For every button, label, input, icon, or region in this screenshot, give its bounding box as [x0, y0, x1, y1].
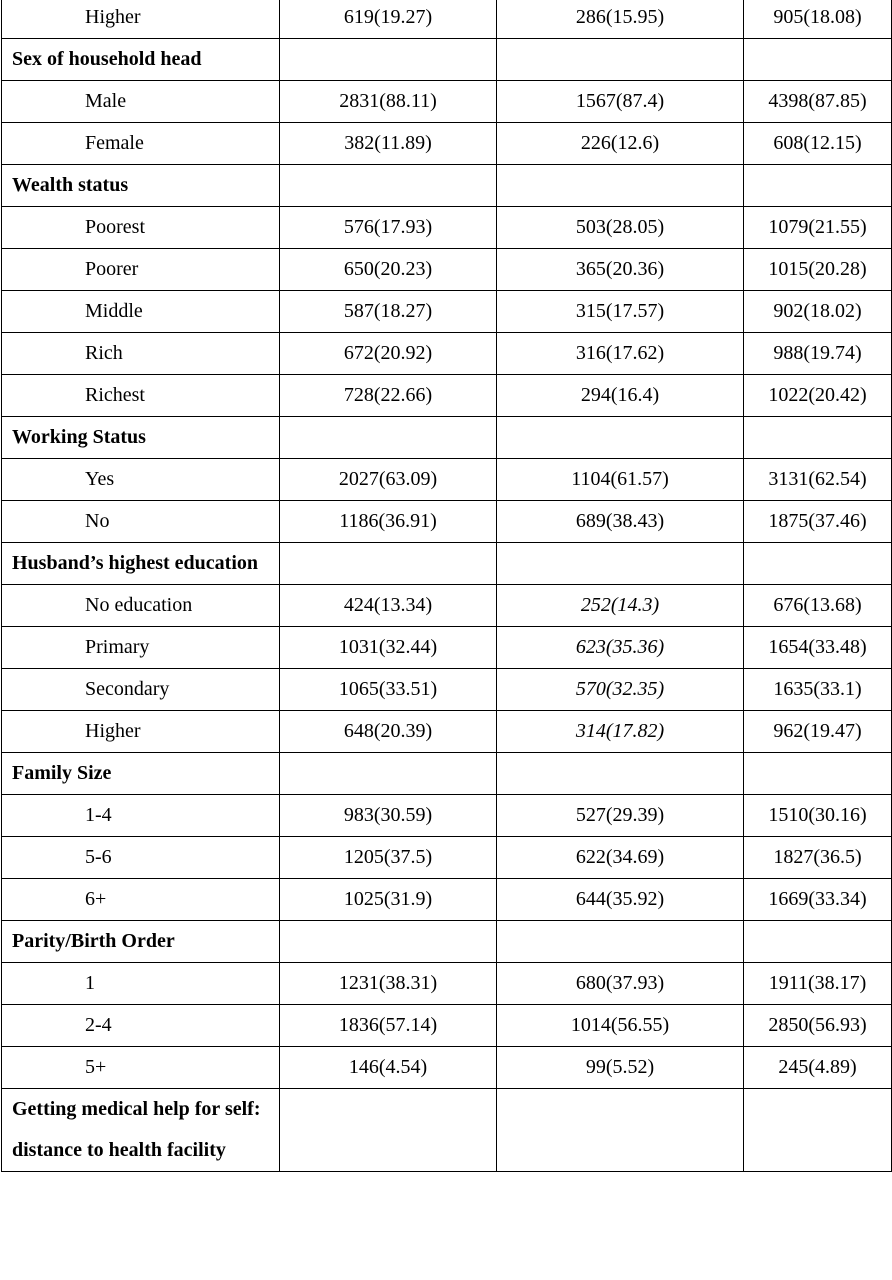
value-cell: 1635(33.1) — [744, 669, 892, 711]
value-cell: 648(20.39) — [280, 711, 497, 753]
value-cell: 680(37.93) — [497, 963, 744, 1005]
row-label: Yes — [2, 459, 280, 501]
value-cell: 424(13.34) — [280, 585, 497, 627]
empty-cell — [744, 165, 892, 207]
empty-cell — [744, 753, 892, 795]
value-cell: 4398(87.85) — [744, 81, 892, 123]
value-cell: 619(19.27) — [280, 0, 497, 39]
row-label: 5-6 — [2, 837, 280, 879]
empty-cell — [280, 543, 497, 585]
value-cell: 245(4.89) — [744, 1047, 892, 1089]
value-cell: 672(20.92) — [280, 333, 497, 375]
table-row — [2, 291, 892, 333]
value-cell: 1186(36.91) — [280, 501, 497, 543]
table-row — [2, 627, 892, 669]
value-cell: 1031(32.44) — [280, 627, 497, 669]
value-cell: 1836(57.14) — [280, 1005, 497, 1047]
table-row — [2, 879, 892, 921]
row-label: Middle — [2, 291, 280, 333]
row-label: 5+ — [2, 1047, 280, 1089]
row-label: 1 — [2, 963, 280, 1005]
table-row — [2, 81, 892, 123]
value-cell: 1205(37.5) — [280, 837, 497, 879]
table-row — [2, 249, 892, 291]
value-cell: 1079(21.55) — [744, 207, 892, 249]
row-label: Poorer — [2, 249, 280, 291]
empty-cell — [497, 417, 744, 459]
value-cell: 382(11.89) — [280, 123, 497, 165]
row-label: Female — [2, 123, 280, 165]
section-row — [2, 417, 892, 459]
table-row — [2, 501, 892, 543]
table-body — [2, 0, 892, 1172]
value-cell: 99(5.52) — [497, 1047, 744, 1089]
value-cell: 314(17.82) — [497, 711, 744, 753]
table-row — [2, 1005, 892, 1047]
section-label: Wealth status — [2, 165, 280, 207]
value-cell: 1911(38.17) — [744, 963, 892, 1005]
value-cell: 146(4.54) — [280, 1047, 497, 1089]
table-row — [2, 1047, 892, 1089]
value-cell: 622(34.69) — [497, 837, 744, 879]
row-label: Higher — [2, 711, 280, 753]
table-row — [2, 837, 892, 879]
section-row — [2, 543, 892, 585]
table-row — [2, 795, 892, 837]
row-label: Primary — [2, 627, 280, 669]
row-label: Richest — [2, 375, 280, 417]
empty-cell — [497, 921, 744, 963]
row-label: No — [2, 501, 280, 543]
value-cell: 983(30.59) — [280, 795, 497, 837]
value-cell: 1065(33.51) — [280, 669, 497, 711]
empty-cell — [744, 1089, 892, 1172]
value-cell: 1510(30.16) — [744, 795, 892, 837]
value-cell: 316(17.62) — [497, 333, 744, 375]
value-cell: 902(18.02) — [744, 291, 892, 333]
table-row — [2, 375, 892, 417]
row-label: 6+ — [2, 879, 280, 921]
row-label: Poorest — [2, 207, 280, 249]
empty-cell — [744, 39, 892, 81]
value-cell: 905(18.08) — [744, 0, 892, 39]
section-label: Getting medical help for self: distance to health facility — [2, 1089, 280, 1172]
section-label: Parity/Birth Order — [2, 921, 280, 963]
section-row — [2, 39, 892, 81]
row-label: Male — [2, 81, 280, 123]
value-cell: 1654(33.48) — [744, 627, 892, 669]
empty-cell — [744, 921, 892, 963]
table-row — [2, 585, 892, 627]
value-cell: 503(28.05) — [497, 207, 744, 249]
value-cell: 728(22.66) — [280, 375, 497, 417]
value-cell: 315(17.57) — [497, 291, 744, 333]
section-label: Family Size — [2, 753, 280, 795]
row-label: Rich — [2, 333, 280, 375]
row-label: Higher — [2, 0, 280, 39]
value-cell: 294(16.4) — [497, 375, 744, 417]
value-cell: 1875(37.46) — [744, 501, 892, 543]
empty-cell — [744, 543, 892, 585]
section-row — [2, 1089, 892, 1172]
empty-cell — [497, 543, 744, 585]
table-row — [2, 459, 892, 501]
value-cell: 1015(20.28) — [744, 249, 892, 291]
value-cell: 286(15.95) — [497, 0, 744, 39]
value-cell: 1669(33.34) — [744, 879, 892, 921]
empty-cell — [280, 39, 497, 81]
value-cell: 587(18.27) — [280, 291, 497, 333]
empty-cell — [497, 1089, 744, 1172]
value-cell: 2027(63.09) — [280, 459, 497, 501]
section-row — [2, 921, 892, 963]
value-cell: 2831(88.11) — [280, 81, 497, 123]
row-label: 1-4 — [2, 795, 280, 837]
value-cell: 689(38.43) — [497, 501, 744, 543]
section-row — [2, 753, 892, 795]
section-label: Working Status — [2, 417, 280, 459]
value-cell: 1827(36.5) — [744, 837, 892, 879]
section-row — [2, 165, 892, 207]
value-cell: 1025(31.9) — [280, 879, 497, 921]
value-cell: 676(13.68) — [744, 585, 892, 627]
value-cell: 252(14.3) — [497, 585, 744, 627]
value-cell: 527(29.39) — [497, 795, 744, 837]
table-row — [2, 207, 892, 249]
value-cell: 608(12.15) — [744, 123, 892, 165]
section-label: Husband’s highest education — [2, 543, 280, 585]
empty-cell — [280, 165, 497, 207]
value-cell: 623(35.36) — [497, 627, 744, 669]
table-row — [2, 669, 892, 711]
value-cell: 570(32.35) — [497, 669, 744, 711]
table-row — [2, 0, 892, 39]
value-cell: 576(17.93) — [280, 207, 497, 249]
value-cell: 650(20.23) — [280, 249, 497, 291]
table-row — [2, 711, 892, 753]
value-cell: 1104(61.57) — [497, 459, 744, 501]
value-cell: 988(19.74) — [744, 333, 892, 375]
value-cell: 644(35.92) — [497, 879, 744, 921]
row-label: 2-4 — [2, 1005, 280, 1047]
empty-cell — [280, 753, 497, 795]
empty-cell — [280, 1089, 497, 1172]
value-cell: 3131(62.54) — [744, 459, 892, 501]
empty-cell — [744, 417, 892, 459]
empty-cell — [280, 417, 497, 459]
row-label: No education — [2, 585, 280, 627]
empty-cell — [280, 921, 497, 963]
value-cell: 962(19.47) — [744, 711, 892, 753]
value-cell: 1567(87.4) — [497, 81, 744, 123]
empty-cell — [497, 753, 744, 795]
value-cell: 2850(56.93) — [744, 1005, 892, 1047]
table-row — [2, 123, 892, 165]
section-label: Sex of household head — [2, 39, 280, 81]
value-cell: 365(20.36) — [497, 249, 744, 291]
value-cell: 1022(20.42) — [744, 375, 892, 417]
value-cell: 1231(38.31) — [280, 963, 497, 1005]
table-row — [2, 963, 892, 1005]
table-row — [2, 333, 892, 375]
empty-cell — [497, 39, 744, 81]
data-table — [1, 0, 892, 1172]
row-label: Secondary — [2, 669, 280, 711]
empty-cell — [497, 165, 744, 207]
value-cell: 1014(56.55) — [497, 1005, 744, 1047]
value-cell: 226(12.6) — [497, 123, 744, 165]
